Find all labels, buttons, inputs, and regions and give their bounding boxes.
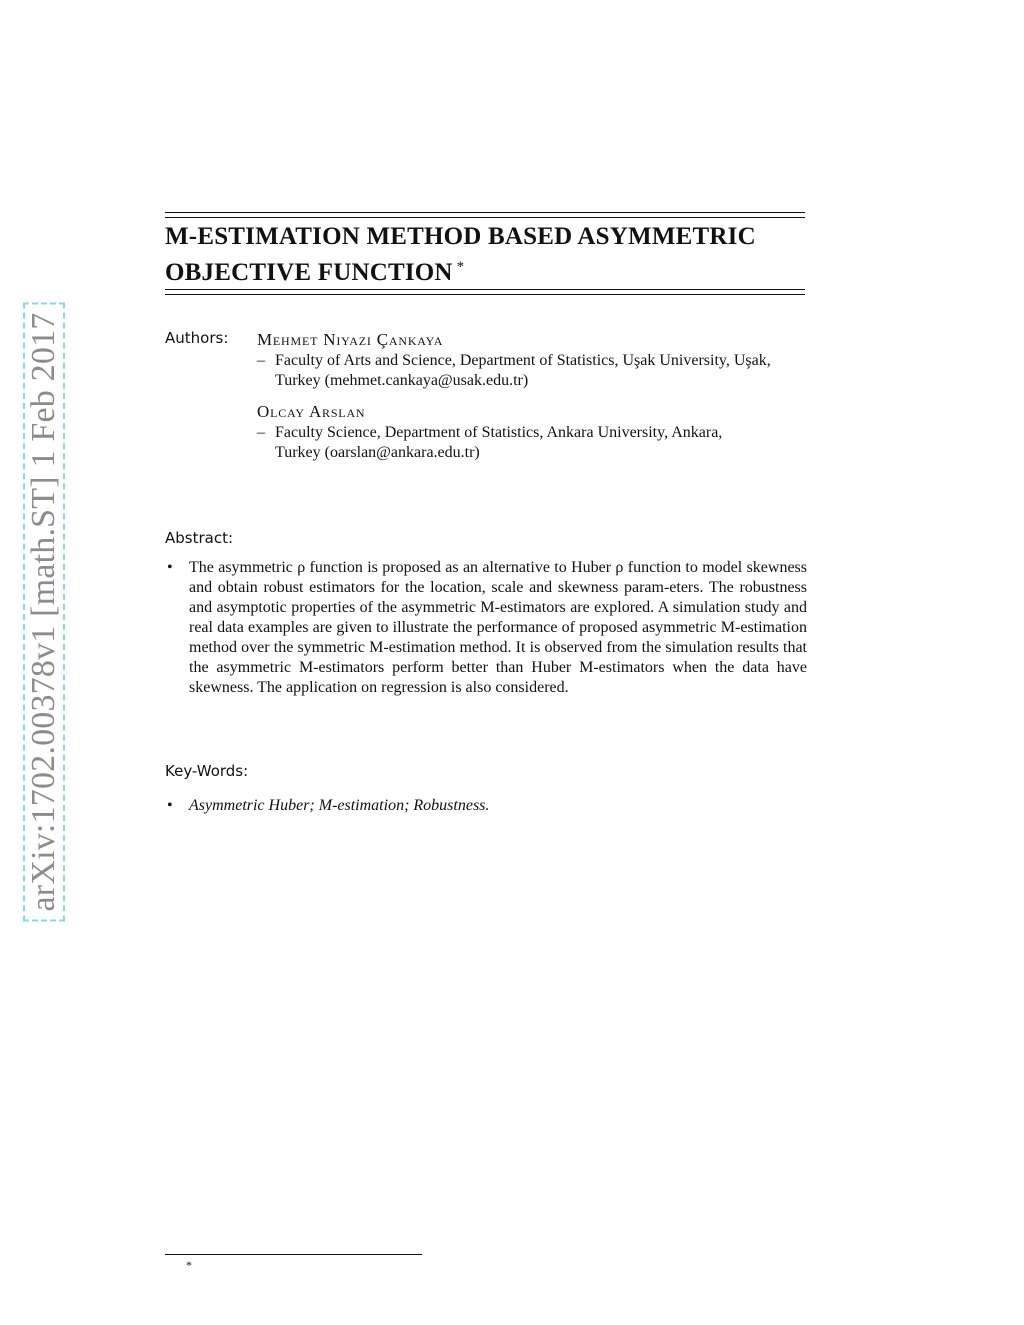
title-line-1: M-ESTIMATION METHOD BASED ASYMMETRIC	[165, 223, 756, 250]
abstract-label: Abstract:	[165, 529, 234, 547]
title-line-2	[165, 252, 825, 288]
keywords-label: Key-Words:	[165, 762, 249, 780]
title-line-2-text: OBJECTIVE FUNCTION	[165, 259, 453, 286]
title-footnote-marker[interactable]: *	[456, 259, 465, 275]
abstract-bullet: •	[167, 559, 173, 576]
author-1-affiliation-line-2: Turkey (mehmet.cankaya@usak.edu.tr)	[275, 372, 529, 389]
footnote-rule	[165, 1254, 422, 1255]
author-2-affiliation	[257, 423, 722, 463]
author-2-name: Olcay Arslan	[257, 402, 366, 421]
author-2-affiliation-line-2: Turkey (oarslan@ankara.edu.tr)	[275, 444, 480, 461]
author-2-affiliation-line-1: Faculty Science, Department of Statistics, Ankara University, Ankara,	[275, 424, 723, 441]
keywords-item	[165, 796, 807, 816]
keywords-text: Asymmetric Huber; M-estimation; Robustness.	[189, 797, 490, 814]
authors-label: Authors:	[165, 329, 229, 347]
abstract-text: The asymmetric ρ function is proposed as an alternative to Huber ρ function to model skewness and obtain robust estimators for the location, scale and skewness param-eters. The robustness and asymptotic properties of the asymmetric M-estimators are explored. A simulation study and real data examples are given to illustrate the performance of proposed asymmetric M-estimation method over the symmetric M-estimation method. It is observed from the simulation results that the asymmetric M-estimators perform better than Huber M-estimators when the data have skewness. The application on regression is also considered.	[189, 559, 807, 696]
author-2	[257, 401, 722, 463]
author-1-name: Mehmet Niyazi Çankaya	[257, 330, 444, 349]
author-2-dash: –	[257, 424, 265, 441]
paper-title	[165, 222, 825, 288]
title-rule-top	[165, 212, 805, 218]
title-rule-bottom	[165, 289, 805, 295]
footnote-marker: *	[186, 1258, 192, 1272]
author-1	[257, 329, 771, 391]
author-1-dash: –	[257, 352, 265, 369]
keywords-bullet: •	[167, 797, 173, 814]
arxiv-stamp: arXiv:1702.00378v1 [math.ST] 1 Feb 2017	[23, 303, 65, 922]
abstract-item	[165, 558, 807, 698]
author-1-affiliation	[257, 351, 771, 391]
author-1-affiliation-line-1: Faculty of Arts and Science, Department of Statistics, Uşak University, Uşak,	[275, 352, 771, 369]
